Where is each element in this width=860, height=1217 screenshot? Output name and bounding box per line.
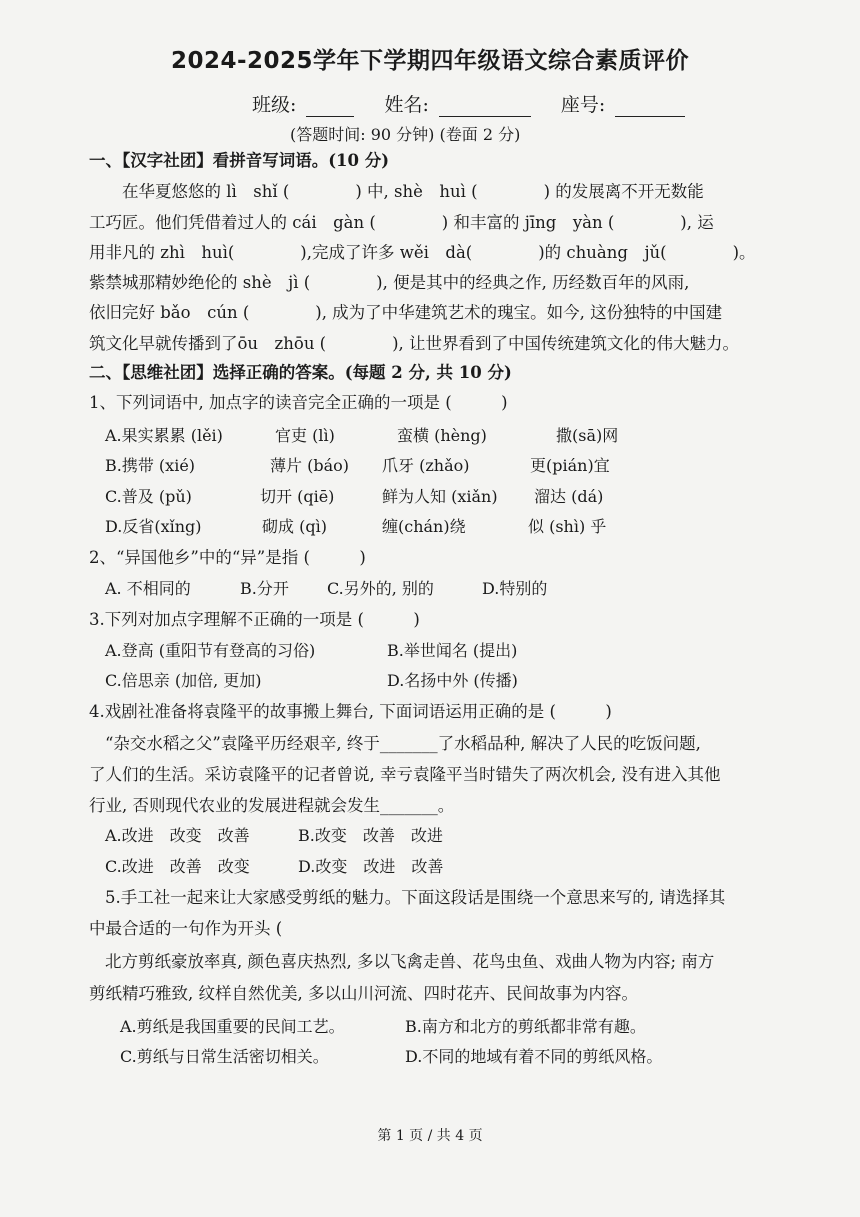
class-label: 班级:	[252, 94, 297, 116]
q5-option: B.南方和北方的剪纸都非常有趣。	[405, 1017, 646, 1036]
q5-option: C.剪纸与日常生活密切相关。	[120, 1047, 329, 1066]
q1-option: 薄片 (báo)	[270, 456, 349, 475]
q3-option: D.名扬中外 (传播)	[387, 671, 518, 690]
q5-stem-line: 中最合适的一句作为开头 (	[89, 919, 283, 938]
q4-option: D.改变 改进 改善	[298, 857, 444, 876]
section1-line: 用非凡的 zhì huì( ),完成了许多 wěi dà( )的 chuàng jǔ( )。	[89, 243, 756, 262]
q5-passage-line: 北方剪纸豪放率真, 颜色喜庆热烈, 多以飞禽走兽、花鸟虫鱼、戏曲人物为内容; 南方	[105, 952, 715, 971]
q2-option: C.另外的, 别的	[327, 579, 434, 598]
q4-option: C.改进 改善 改变	[105, 857, 250, 876]
q1-option: B.携带 (xié)	[105, 456, 196, 475]
section1-line: 工巧匠。他们凭借着过人的 cái gàn ( ) 和丰富的 jīng yàn ( ), 运	[89, 213, 714, 232]
q4-passage-line: 行业, 否则现代农业的发展进程就会发生_______。	[89, 796, 455, 815]
q5-option: D.不同的地域有着不同的剪纸风格。	[405, 1047, 663, 1066]
q1-option: 溜达 (dá)	[534, 487, 604, 506]
q2-stem: 2、“异国他乡”中的“异”是指 ( )	[89, 548, 366, 567]
q1-option: 缠(chán)绕	[382, 517, 466, 536]
q5-passage-line: 剪纸精巧雅致, 纹样自然优美, 多以山川河流、四时花卉、民间故事为内容。	[89, 984, 638, 1003]
name-label: 姓名:	[384, 94, 429, 116]
q1-option: 鲜为人知 (xiǎn)	[382, 487, 498, 506]
q4-stem: 4.戏剧社准备将袁隆平的故事搬上舞台, 下面词语运用正确的是 ( )	[89, 702, 612, 721]
page-footer: 第 1 页 / 共 4 页	[377, 1128, 483, 1144]
q2-option: A. 不相同的	[105, 579, 191, 598]
q1-option: 更(pián)宜	[530, 456, 610, 475]
exam-title: 2024-2025学年下学期四年级语文综合素质评价	[170, 48, 690, 74]
class-blank	[306, 98, 354, 117]
q1-stem: 1、下列词语中, 加点字的读音完全正确的一项是 ( )	[89, 393, 508, 412]
q5-option: A.剪纸是我国重要的民间工艺。	[120, 1017, 345, 1036]
q4-passage-line: “杂交水稻之父”袁隆平历经艰辛, 终于_______了水稻品种, 解决了人民的吃饭问题,	[105, 734, 701, 753]
section1-heading: 一、【汉字社团】看拼音写词语。(10 分)	[89, 151, 390, 170]
q1-option: C.普及 (pǔ)	[105, 487, 192, 506]
q5-stem-line: 5.手工社一起来让大家感受剪纸的魅力。下面这段话是围绕一个意思来写的, 请选择其	[105, 888, 726, 907]
q2-option: B.分开	[240, 579, 289, 598]
student-info-row	[252, 90, 695, 117]
q3-option: C.倍思亲 (加倍, 更加)	[105, 671, 262, 690]
section1-line: 在华夏悠悠的 lì shǐ ( ) 中, shè huì ( ) 的发展离不开无数能	[122, 182, 704, 201]
q1-option: 撒(sā)网	[556, 426, 619, 445]
q1-option: 似 (shì) 乎	[528, 517, 607, 536]
time-note: (答题时间: 90 分钟) (卷面 2 分)	[290, 125, 521, 144]
q4-passage-line: 了人们的生活。采访袁隆平的记者曾说, 幸亏袁隆平当时错失了两次机会, 没有进入其他	[89, 765, 721, 784]
q4-option: A.改进 改变 改善	[105, 826, 250, 845]
section1-line: 紫禁城那精妙绝伦的 shè jì ( ), 便是其中的经典之作, 历经数百年的风雨,	[89, 273, 690, 292]
q4-option: B.改变 改善 改进	[298, 826, 443, 845]
section1-line: 依旧完好 bǎo cún ( ), 成为了中华建筑艺术的瑰宝。如今, 这份独特的中国建	[89, 303, 723, 322]
q3-stem: 3.下列对加点字理解不正确的一项是 ( )	[89, 610, 420, 629]
q1-option: 砌成 (qì)	[262, 517, 327, 536]
q1-option: 官吏 (lì)	[275, 426, 335, 445]
seat-label: 座号:	[560, 94, 606, 116]
section2-heading: 二、【思维社团】选择正确的答案。(每题 2 分, 共 10 分)	[89, 363, 512, 382]
q3-option: B.举世闻名 (提出)	[387, 641, 518, 660]
q1-option: 爪牙 (zhǎo)	[382, 456, 470, 475]
q2-option: D.特别的	[482, 579, 548, 598]
q1-option: 蛮横 (hèng)	[397, 426, 487, 445]
q1-option: D.反省(xǐng)	[105, 517, 202, 536]
seat-blank	[615, 98, 685, 117]
section1-line: 筑文化早就传播到了ōu zhōu ( ), 让世界看到了中国传统建筑文化的伟大魅力。	[89, 334, 740, 353]
q1-option: A.果实累累 (lěi)	[105, 426, 223, 445]
q3-option: A.登高 (重阳节有登高的习俗)	[105, 641, 316, 660]
q1-option: 切开 (qiē)	[260, 487, 335, 506]
name-blank	[439, 98, 531, 117]
